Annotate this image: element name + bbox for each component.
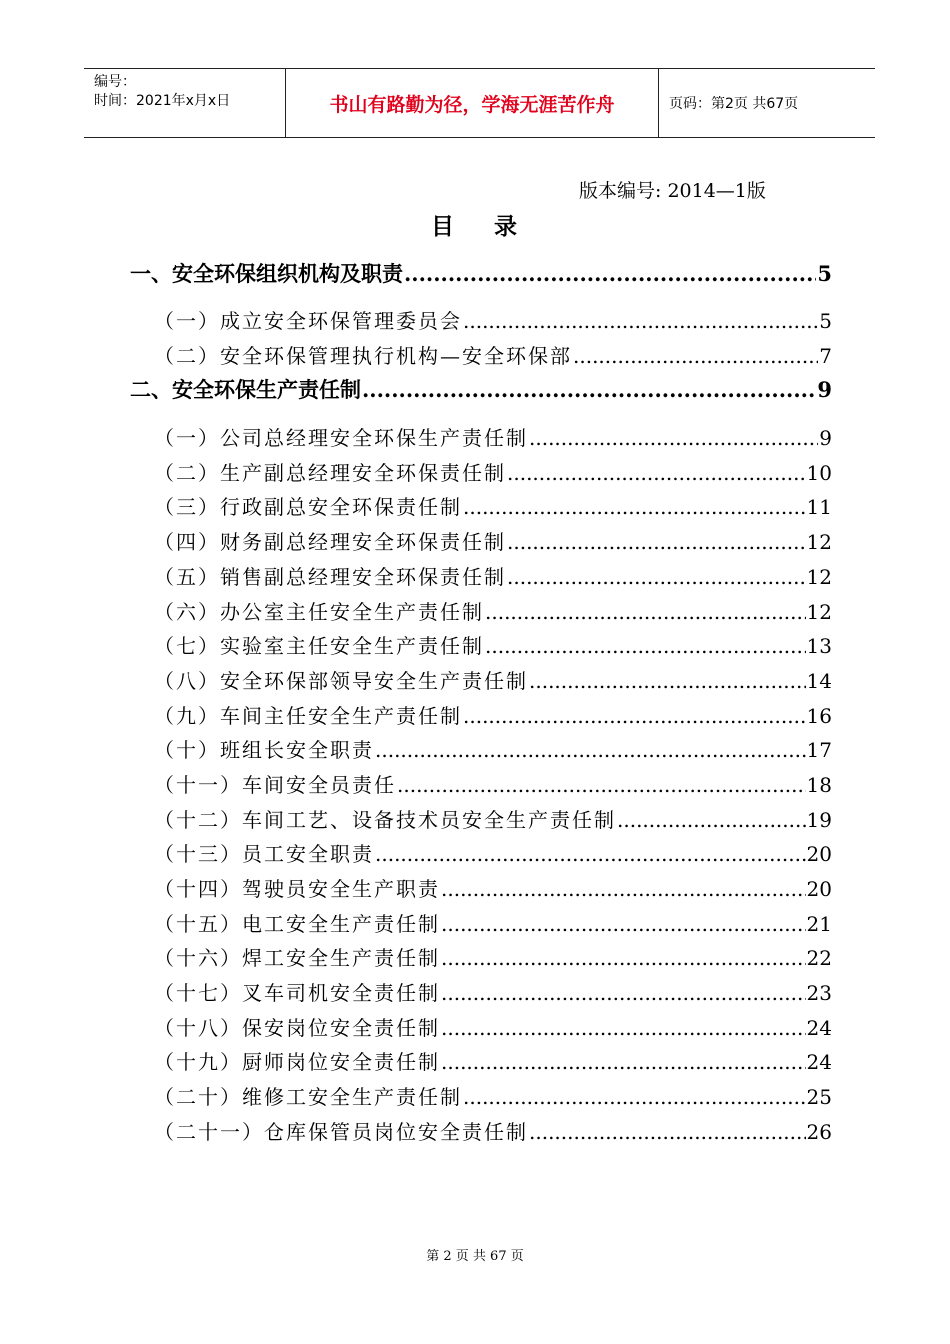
toc-entry[interactable] (154, 596, 832, 625)
toc-entry-page: 13 (806, 634, 832, 658)
toc-entry[interactable] (154, 1081, 832, 1110)
toc-entry[interactable] (154, 734, 832, 763)
toc-dot-leader (529, 426, 818, 450)
toc-dot-leader (463, 704, 806, 728)
toc-entry[interactable] (154, 1116, 832, 1145)
toc-entry-page: 12 (806, 565, 832, 589)
header-motto: 书山有路勤为径，学海无涯苦作舟 (329, 93, 615, 116)
page-footer: 第 2 页 共 67 页 (426, 1249, 524, 1264)
toc-entry-page: 22 (806, 946, 832, 970)
header-motto-cell (286, 69, 659, 137)
header-page-info: 页码：第2页 共67页 (669, 96, 799, 112)
toc-entry-page: 25 (806, 1085, 832, 1109)
toc-entry-title: （十一）车间安全员责任 (154, 773, 396, 797)
document-number-label: 编号： (94, 74, 136, 90)
toc-dot-leader (463, 495, 806, 519)
toc-dot-leader (362, 377, 816, 402)
toc-entry-page: 14 (806, 669, 832, 693)
toc-entry[interactable] (154, 526, 832, 555)
toc-entry[interactable] (130, 258, 832, 288)
toc-entry-page: 24 (806, 1050, 832, 1074)
toc-entry[interactable] (154, 908, 832, 937)
toc-entry[interactable] (154, 491, 832, 520)
toc-entry-page: 5 (819, 309, 832, 333)
toc-entry-title: （七）实验室主任安全生产责任制 (154, 634, 484, 658)
toc-entry-page: 17 (806, 738, 832, 762)
toc-entry-page: 23 (806, 981, 832, 1005)
toc-dot-leader (529, 669, 806, 693)
toc-entry[interactable] (154, 422, 832, 451)
toc-entry-title: （十五）电工安全生产责任制 (154, 912, 440, 936)
toc-dot-leader (485, 634, 806, 658)
toc-entry-title: （二十）维修工安全生产责任制 (154, 1085, 462, 1109)
toc-dot-leader (397, 773, 806, 797)
toc-dot-leader (463, 309, 818, 333)
toc-entry-title: 一、安全环保组织机构及职责 (130, 261, 403, 286)
toc-entry-page: 20 (806, 877, 832, 901)
page-header (84, 68, 875, 138)
toc-entry[interactable] (154, 873, 832, 902)
toc-entry-page: 12 (806, 600, 832, 624)
toc-dot-leader (441, 912, 806, 936)
toc-dot-leader (441, 1016, 806, 1040)
toc-entry[interactable] (154, 1012, 832, 1041)
toc-entry[interactable] (154, 838, 832, 867)
toc-entry[interactable] (154, 665, 832, 694)
toc-entry[interactable] (154, 769, 832, 798)
toc-dot-leader (463, 1085, 806, 1109)
toc-entry-page: 11 (806, 495, 832, 519)
toc-entry[interactable] (154, 561, 832, 590)
toc-entry-page: 26 (806, 1120, 832, 1144)
toc-entry-page: 24 (806, 1016, 832, 1040)
toc-entry[interactable] (154, 1046, 832, 1075)
toc-entry-title: （十七）叉车司机安全责任制 (154, 981, 440, 1005)
toc-entry-title: （十九）厨师岗位安全责任制 (154, 1050, 440, 1074)
document-time-label: 时间：2021年x月x日 (94, 93, 231, 109)
toc-entry[interactable] (154, 977, 832, 1006)
toc-entry-page: 9 (819, 426, 832, 450)
toc-dot-leader (404, 261, 816, 286)
toc-entry-page: 18 (806, 773, 832, 797)
toc-entry[interactable] (130, 374, 832, 404)
version-number: 版本编号: 2014—1版 (579, 180, 766, 202)
toc-dot-leader (573, 344, 818, 368)
toc-entry-title: （五）销售副总经理安全环保责任制 (154, 565, 506, 589)
toc-entry-page: 7 (819, 344, 832, 368)
toc-title: 目录 (431, 213, 557, 240)
toc-dot-leader (375, 842, 806, 866)
toc-dot-leader (507, 565, 806, 589)
toc-entry-title: （十六）焊工安全生产责任制 (154, 946, 440, 970)
toc-entry-title: （一）成立安全环保管理委员会 (154, 309, 462, 333)
toc-entry-page: 19 (806, 808, 832, 832)
toc-entry-title: （十三）员工安全职责 (154, 842, 374, 866)
toc-dot-leader (507, 461, 806, 485)
toc-entry-title: （十二）车间工艺、设备技术员安全生产责任制 (154, 808, 616, 832)
toc-entry-page: 21 (806, 912, 832, 936)
toc-dot-leader (441, 981, 806, 1005)
toc-dot-leader (441, 946, 806, 970)
header-left-cell (84, 69, 286, 137)
toc-entry-page: 20 (806, 842, 832, 866)
toc-entry-title: （九）车间主任安全生产责任制 (154, 704, 462, 728)
toc-entry[interactable] (154, 804, 832, 833)
toc-entry-title: （八）安全环保部领导安全生产责任制 (154, 669, 528, 693)
toc-entry[interactable] (154, 942, 832, 971)
toc-entry-title: （二）安全环保管理执行机构—安全环保部 (154, 344, 572, 368)
toc-entry-title: （一）公司总经理安全环保生产责任制 (154, 426, 528, 450)
toc-entry-title: （二十一）仓库保管员岗位安全责任制 (154, 1120, 528, 1144)
toc-entry-title: 二、安全环保生产责任制 (130, 377, 361, 402)
toc-dot-leader (529, 1120, 806, 1144)
toc-entry[interactable] (154, 340, 832, 369)
toc-entry[interactable] (154, 700, 832, 729)
toc-dot-leader (441, 1050, 806, 1074)
toc-entry-title: （二）生产副总经理安全环保责任制 (154, 461, 506, 485)
toc-entry-title: （十四）驾驶员安全生产职责 (154, 877, 440, 901)
toc-entry-title: （十）班组长安全职责 (154, 738, 374, 762)
toc-entry-page: 5 (817, 261, 832, 286)
toc-entry-page: 9 (817, 377, 832, 402)
toc-dot-leader (375, 738, 806, 762)
toc-entry-title: （十八）保安岗位安全责任制 (154, 1016, 440, 1040)
toc-entry-title: （四）财务副总经理安全环保责任制 (154, 530, 506, 554)
toc-dot-leader (441, 877, 806, 901)
toc-entry[interactable] (154, 305, 832, 334)
toc-dot-leader (507, 530, 806, 554)
toc-entry[interactable] (154, 630, 832, 659)
toc-entry-page: 10 (806, 461, 832, 485)
toc-dot-leader (485, 600, 806, 624)
toc-dot-leader (617, 808, 806, 832)
toc-entry-title: （六）办公室主任安全生产责任制 (154, 600, 484, 624)
toc-entry-title: （三）行政副总安全环保责任制 (154, 495, 462, 519)
header-page-cell (659, 69, 875, 137)
toc-entry-page: 16 (806, 704, 832, 728)
toc-entry[interactable] (154, 457, 832, 486)
toc-entry-page: 12 (806, 530, 832, 554)
